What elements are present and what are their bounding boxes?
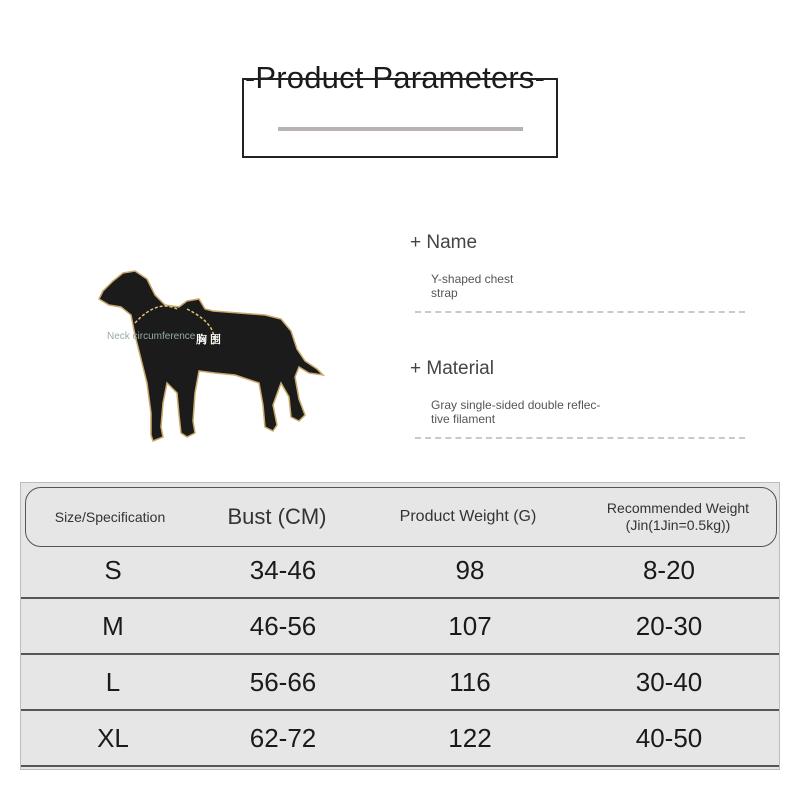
- cell-bust: 62-72: [249, 722, 317, 753]
- cell-bust: 46-56: [249, 610, 317, 641]
- table-row: [21, 543, 779, 599]
- cell-size: XL: [97, 722, 129, 753]
- page-title: -Product Parameters-: [244, 60, 546, 95]
- cell-size: S: [104, 554, 122, 585]
- table-header: [25, 487, 777, 547]
- cell-product-weight: 98: [455, 554, 485, 585]
- neck-circumference-label: Neck circumference: [107, 331, 196, 342]
- cell-bust: 56-66: [249, 666, 317, 697]
- cell-recommended-weight: 8-20: [642, 554, 696, 585]
- material-divider: [415, 437, 745, 439]
- material-heading: + Material: [410, 358, 494, 379]
- material-value: [431, 398, 611, 426]
- cell-product-weight: 122: [448, 722, 492, 753]
- table-row: [21, 711, 779, 767]
- name-heading: + Name: [410, 232, 478, 253]
- cell-size: L: [105, 666, 121, 697]
- name-divider: [415, 311, 745, 313]
- cell-recommended-weight: 30-40: [635, 666, 703, 697]
- table-row: [21, 599, 779, 655]
- title-underline: [278, 127, 523, 131]
- header-recommended-weight: Recommended Weight (Jin(1Jin=0.5kg)): [606, 500, 750, 533]
- header-size: Size/Specification: [54, 509, 166, 525]
- material-value-line-2: tive filament: [431, 412, 496, 426]
- size-table: [20, 482, 780, 770]
- dog-body-shape: [99, 271, 323, 441]
- name-value: [431, 272, 611, 300]
- cell-bust: 34-46: [249, 554, 317, 585]
- cell-recommended-weight: 20-30: [635, 610, 703, 641]
- name-value-line-1: Y-shaped chest: [431, 272, 514, 286]
- cell-size: M: [102, 610, 124, 641]
- cell-recommended-weight: 40-50: [635, 722, 703, 753]
- material-value-line-1: Gray single-sided double reflec-: [431, 398, 601, 412]
- title-frame: [242, 78, 558, 158]
- cell-product-weight: 107: [448, 610, 492, 641]
- header-bust: Bust (CM): [227, 504, 327, 529]
- dog-silhouette-image: [95, 265, 330, 443]
- header-product-weight: Product Weight (G): [399, 508, 537, 525]
- cell-product-weight: 116: [449, 666, 491, 697]
- name-value-line-2: strap: [431, 286, 458, 300]
- table-row: [21, 655, 779, 711]
- chest-circumference-label: 胸 围: [196, 334, 222, 346]
